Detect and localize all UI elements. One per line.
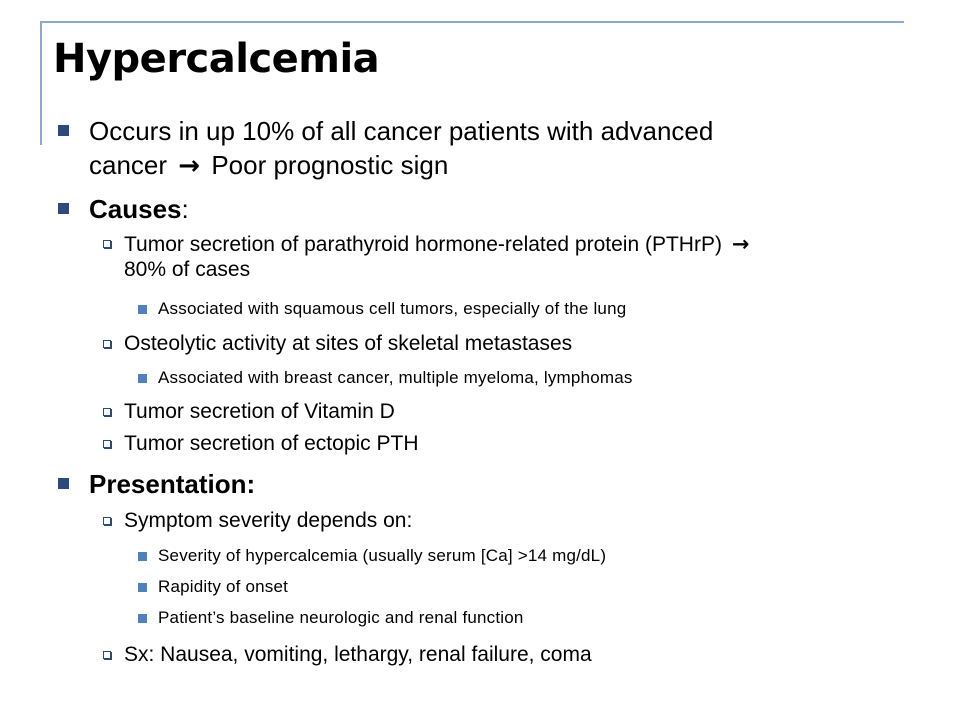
causes-pthrp-line1: [124, 231, 753, 258]
causes-osteolytic: Osteolytic activity at sites of skeletal metastases: [124, 332, 573, 355]
slide-title: Hypercalcemia: [53, 36, 380, 82]
bullet-causes-label: Causes: [89, 194, 182, 224]
bullet-occurs-line2: [89, 149, 448, 183]
square-bullet-icon: [58, 125, 69, 136]
causes-pthrp-line2: 80% of cases: [124, 258, 251, 281]
small-square-bullet-icon: [138, 583, 147, 592]
small-square-bullet-icon: [138, 374, 147, 383]
causes-vitamin-d: Tumor secretion of Vitamin D: [124, 400, 395, 423]
causes-ectopic-pth: Tumor secretion of ectopic PTH: [124, 432, 419, 455]
presentation-symptoms: Sx: Nausea, vomiting, lethargy, renal failure, coma: [124, 643, 592, 666]
small-square-bullet-icon: [138, 552, 147, 561]
hollow-square-bullet-icon: [103, 340, 111, 348]
bullet-presentation: Presentation:: [89, 469, 256, 499]
right-arrow-icon: →: [178, 151, 201, 181]
hollow-square-bullet-icon: [103, 517, 111, 525]
presentation-severity: Symptom severity depends on:: [124, 509, 413, 532]
small-square-bullet-icon: [138, 614, 147, 623]
presentation-item: Rapidity of onset: [158, 577, 289, 596]
right-arrow-icon: →: [731, 232, 750, 256]
presentation-item: Severity of hypercalcemia (usually serum [Ca] >14 mg/dL): [158, 546, 607, 565]
square-bullet-icon: [58, 478, 69, 489]
causes-pthrp-squamous: Associated with squamous cell tumors, especially of the lung: [158, 299, 627, 318]
causes-pthrp-text: Tumor secretion of parathyroid hormone-related protein (PTHrP): [124, 233, 722, 256]
hollow-square-bullet-icon: [103, 440, 111, 448]
small-square-bullet-icon: [138, 305, 147, 314]
square-bullet-icon: [58, 203, 69, 214]
hollow-square-bullet-icon: [103, 240, 111, 248]
bullet-occurs-line1: Occurs in up 10% of all cancer patients with advanced: [89, 116, 714, 146]
bullet-occurs-cancer: cancer: [89, 150, 168, 180]
bullet-occurs-prognosis: Poor prognostic sign: [211, 150, 449, 180]
presentation-item: Patient’s baseline neurologic and renal function: [158, 608, 524, 627]
hollow-square-bullet-icon: [103, 408, 111, 416]
bullet-causes-colon: :: [181, 194, 189, 224]
bullet-causes: [89, 193, 189, 226]
hollow-square-bullet-icon: [103, 651, 111, 659]
causes-osteolytic-breast: Associated with breast cancer, multiple myeloma, lymphomas: [158, 368, 633, 387]
